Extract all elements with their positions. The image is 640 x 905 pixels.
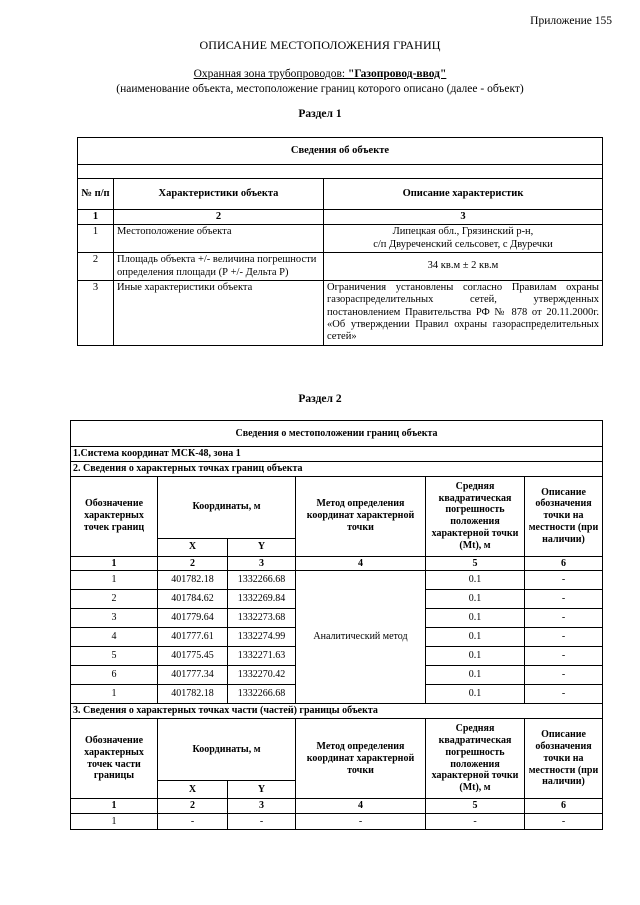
method-cell: Аналитический метод [296, 571, 426, 704]
index-cell: 1 [71, 556, 158, 571]
point-x: 401775.45 [158, 647, 228, 666]
point-y: 1332270.42 [228, 666, 296, 685]
index-cell: 2 [158, 799, 228, 814]
point-y: 1332271.63 [228, 647, 296, 666]
point-x: 401784.62 [158, 590, 228, 609]
point-id: 4 [71, 628, 158, 647]
object-info-title: Сведения об объекте [78, 138, 603, 165]
table-row [78, 225, 603, 253]
object-line [0, 68, 640, 80]
index-cell: 5 [426, 556, 525, 571]
row-num: 1 [78, 225, 114, 253]
table-row [71, 813, 603, 829]
col-method-header: Метод определения координат характерной точки [296, 476, 426, 556]
point-mt: 0.1 [426, 628, 525, 647]
part-point-id: 1 [71, 813, 158, 829]
col-x-header: X [158, 538, 228, 556]
point-mt: 0.1 [426, 590, 525, 609]
boundary-table [70, 420, 603, 830]
part-descr: - [525, 813, 603, 829]
page-title: ОПИСАНИЕ МЕСТОПОЛОЖЕНИЯ ГРАНИЦ [199, 38, 441, 52]
part-point-y: - [228, 813, 296, 829]
index-cell: 3 [228, 799, 296, 814]
point-descr: - [525, 628, 603, 647]
col-num-header: № п/п [78, 179, 114, 210]
index-cell: 5 [426, 799, 525, 814]
point-y: 1332266.68 [228, 685, 296, 704]
index-cell: 4 [296, 799, 426, 814]
point-id: 2 [71, 590, 158, 609]
col-method-header: Метод определения координат характерной точки [296, 719, 426, 799]
point-descr: - [525, 647, 603, 666]
subsection-3: 3. Сведения о характерных точках части (частей) границы объекта [71, 704, 603, 719]
row-desc: Ограничения установлены согласно Правилам охраны газораспределительных сетей, утвержденных постановлением Правительства РФ № 878 от 20.11.2000г. «Об утверждении Правил охраны газораспределительных сетей» [324, 280, 603, 345]
part-mt: - [426, 813, 525, 829]
col-x-header: X [158, 781, 228, 799]
point-x: 401777.61 [158, 628, 228, 647]
location-line-1: Липецкая обл., Грязинский р-н, [392, 226, 534, 238]
row-char: Иные характеристики объекта [114, 280, 324, 345]
appendix-label: Приложение 155 [530, 15, 612, 27]
col-descr-header: Описание обозначения точки на местности (при наличии) [525, 476, 603, 556]
point-id: 5 [71, 647, 158, 666]
point-mt: 0.1 [426, 647, 525, 666]
object-note: (наименование объекта, местоположение границ которого описано (далее - объект) [116, 83, 524, 95]
col-y-header: Y [228, 538, 296, 556]
point-id: 6 [71, 666, 158, 685]
row-char: Местоположение объекта [114, 225, 324, 253]
point-x: 401777.34 [158, 666, 228, 685]
subsection-2: 2. Сведения о характерных точках границ объекта [71, 461, 603, 476]
point-descr: - [525, 590, 603, 609]
point-y: 1332269.84 [228, 590, 296, 609]
point-descr: - [525, 571, 603, 590]
section1-label: Раздел 1 [298, 108, 342, 120]
boundary-table-title: Сведения о местоположении границ объекта [71, 421, 603, 447]
point-descr: - [525, 609, 603, 628]
point-x: 401779.64 [158, 609, 228, 628]
point-mt: 0.1 [426, 571, 525, 590]
table-row [78, 253, 603, 281]
object-name: "Газопровод-ввод" [347, 68, 447, 80]
point-id: 1 [71, 571, 158, 590]
row-num: 3 [78, 280, 114, 345]
col-mt-header: Средняя квадратическая погрешность положения характерной точки (Mt), м [426, 719, 525, 799]
object-prefix: Охранная зона трубопроводов: [193, 68, 348, 80]
index-cell: 2 [114, 210, 324, 225]
point-y: 1332274.99 [228, 628, 296, 647]
table-row [71, 571, 603, 590]
table-row [78, 280, 603, 345]
section2-label: Раздел 2 [298, 393, 342, 405]
point-y: 1332273.68 [228, 609, 296, 628]
index-cell: 2 [158, 556, 228, 571]
point-id: 1 [71, 685, 158, 704]
location-line-2: с/п Двуреченский сельсовет, с Двуречки [373, 238, 553, 250]
row-desc: 34 кв.м ± 2 кв.м [324, 253, 603, 281]
row-num: 2 [78, 253, 114, 281]
col-y-header: Y [228, 781, 296, 799]
col-point-header: Обозначение характерных точек границ [71, 476, 158, 556]
blank-row [78, 165, 603, 179]
object-info-table [77, 137, 603, 346]
point-x: 401782.18 [158, 571, 228, 590]
index-cell: 3 [228, 556, 296, 571]
point-x: 401782.18 [158, 685, 228, 704]
point-mt: 0.1 [426, 609, 525, 628]
index-cell: 3 [324, 210, 603, 225]
index-cell: 1 [78, 210, 114, 225]
row-desc [324, 225, 603, 253]
part-point-x: - [158, 813, 228, 829]
point-mt: 0.1 [426, 685, 525, 704]
point-y: 1332266.68 [228, 571, 296, 590]
col-desc-header: Описание характеристик [324, 179, 603, 210]
index-cell: 6 [525, 799, 603, 814]
col-coords-header: Координаты, м [158, 476, 296, 538]
point-id: 3 [71, 609, 158, 628]
col-descr-header: Описание обозначения точки на местности (при наличии) [525, 719, 603, 799]
col-char-header: Характеристики объекта [114, 179, 324, 210]
coord-system: 1.Система координат МСК-48, зона 1 [71, 447, 603, 462]
col-coords-header: Координаты, м [158, 719, 296, 781]
index-cell: 1 [71, 799, 158, 814]
col-point-part-header: Обозначение характерных точек части границы [71, 719, 158, 799]
index-cell: 6 [525, 556, 603, 571]
part-method: - [296, 813, 426, 829]
point-descr: - [525, 666, 603, 685]
row-char: Площадь объекта +/- величина погрешности определения площади (Р +/- Дельта Р) [114, 253, 324, 281]
point-mt: 0.1 [426, 666, 525, 685]
point-descr: - [525, 685, 603, 704]
index-cell: 4 [296, 556, 426, 571]
col-mt-header: Средняя квадратическая погрешность положения характерной точки (Mt), м [426, 476, 525, 556]
